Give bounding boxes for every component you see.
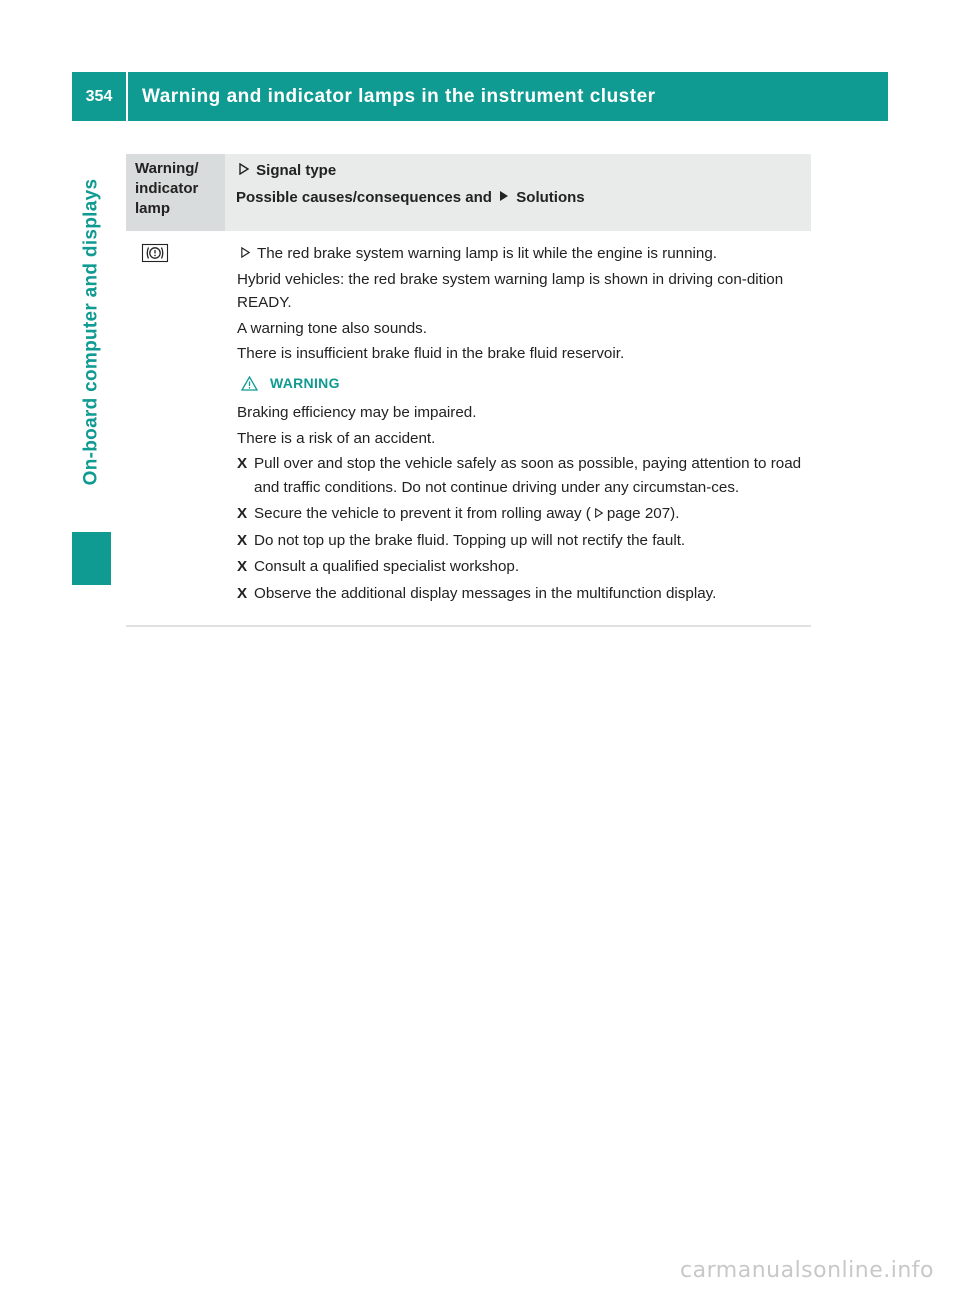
solution-step-3 [237,529,807,553]
header-signal-column [225,154,811,231]
signal-type-text [237,242,807,266]
running-title: Warning and indicator lamps in the instrument cluster [142,85,656,107]
side-tab-block [72,532,111,585]
hybrid-text: Hybrid vehicles: the red brake system warning lamp is shown in driving con-dition READY. [237,270,784,311]
warning-notice [241,372,807,396]
cause-text: There is insufficient brake fluid in the brake fluid reservoir. [237,345,625,362]
header-solutions-label: Solutions [516,189,585,206]
step-marker: X [237,531,248,549]
table-header [126,154,811,231]
header-causes-line [236,188,811,208]
header-bar [72,72,888,121]
warning-label: WARNING [270,374,340,391]
step-text: Secure the vehicle to prevent it from rolling away ( [254,505,591,522]
step-text: Consult a qualified specialist workshop. [254,558,520,575]
step-text: Do not top up the brake fluid. Topping up will not rectify the fault. [254,531,686,549]
step-marker: X [237,455,248,472]
triangle-right-outline-icon [591,502,607,526]
header-signal-line [236,161,811,181]
step-text: Pull over and stop the vehicle safely as soon as possible, paying attention to road and traffic conditions. Do not continue driving under any circumstan-ces. [254,455,802,496]
solution-step-1 [237,452,807,499]
header-lamp-column: Warning/ indicator lamp [126,154,225,231]
signal-description: The red brake system warning lamp is lit while the engine is running. [256,245,718,262]
step-text: Observe the additional display messages in the multifunction display. [254,584,717,602]
table-bottom-rule [126,625,811,627]
step-marker: X [237,558,248,575]
page-number: 354 [85,87,113,105]
header-signal-label: Signal type [256,162,337,179]
triangle-right-solid-icon [496,188,512,208]
page-reference-link[interactable]: page 207). [606,505,680,522]
warning-triangle-icon [241,376,258,391]
header-causes-label: Possible causes/consequences and [236,189,492,206]
risk-text-2: There is a risk of an accident. [237,429,436,447]
triangle-right-outline-icon [236,161,252,181]
step-marker: X [237,584,248,602]
tone-text: A warning tone also sounds. [237,319,427,337]
solution-step-5 [237,582,807,606]
row-content [237,242,807,608]
step-marker: X [237,505,248,522]
side-tab-label-wrap [72,132,111,532]
side-tab-label: On-board computer and displays [80,178,102,486]
solution-step-2 [237,502,807,526]
triangle-right-outline-icon [237,242,253,266]
watermark: carmanualsonline.info [680,1258,934,1283]
solution-step-4 [237,555,807,579]
risk-text-1: Braking efficiency may be impaired. [237,404,477,421]
brake-system-warning-icon [140,243,170,263]
